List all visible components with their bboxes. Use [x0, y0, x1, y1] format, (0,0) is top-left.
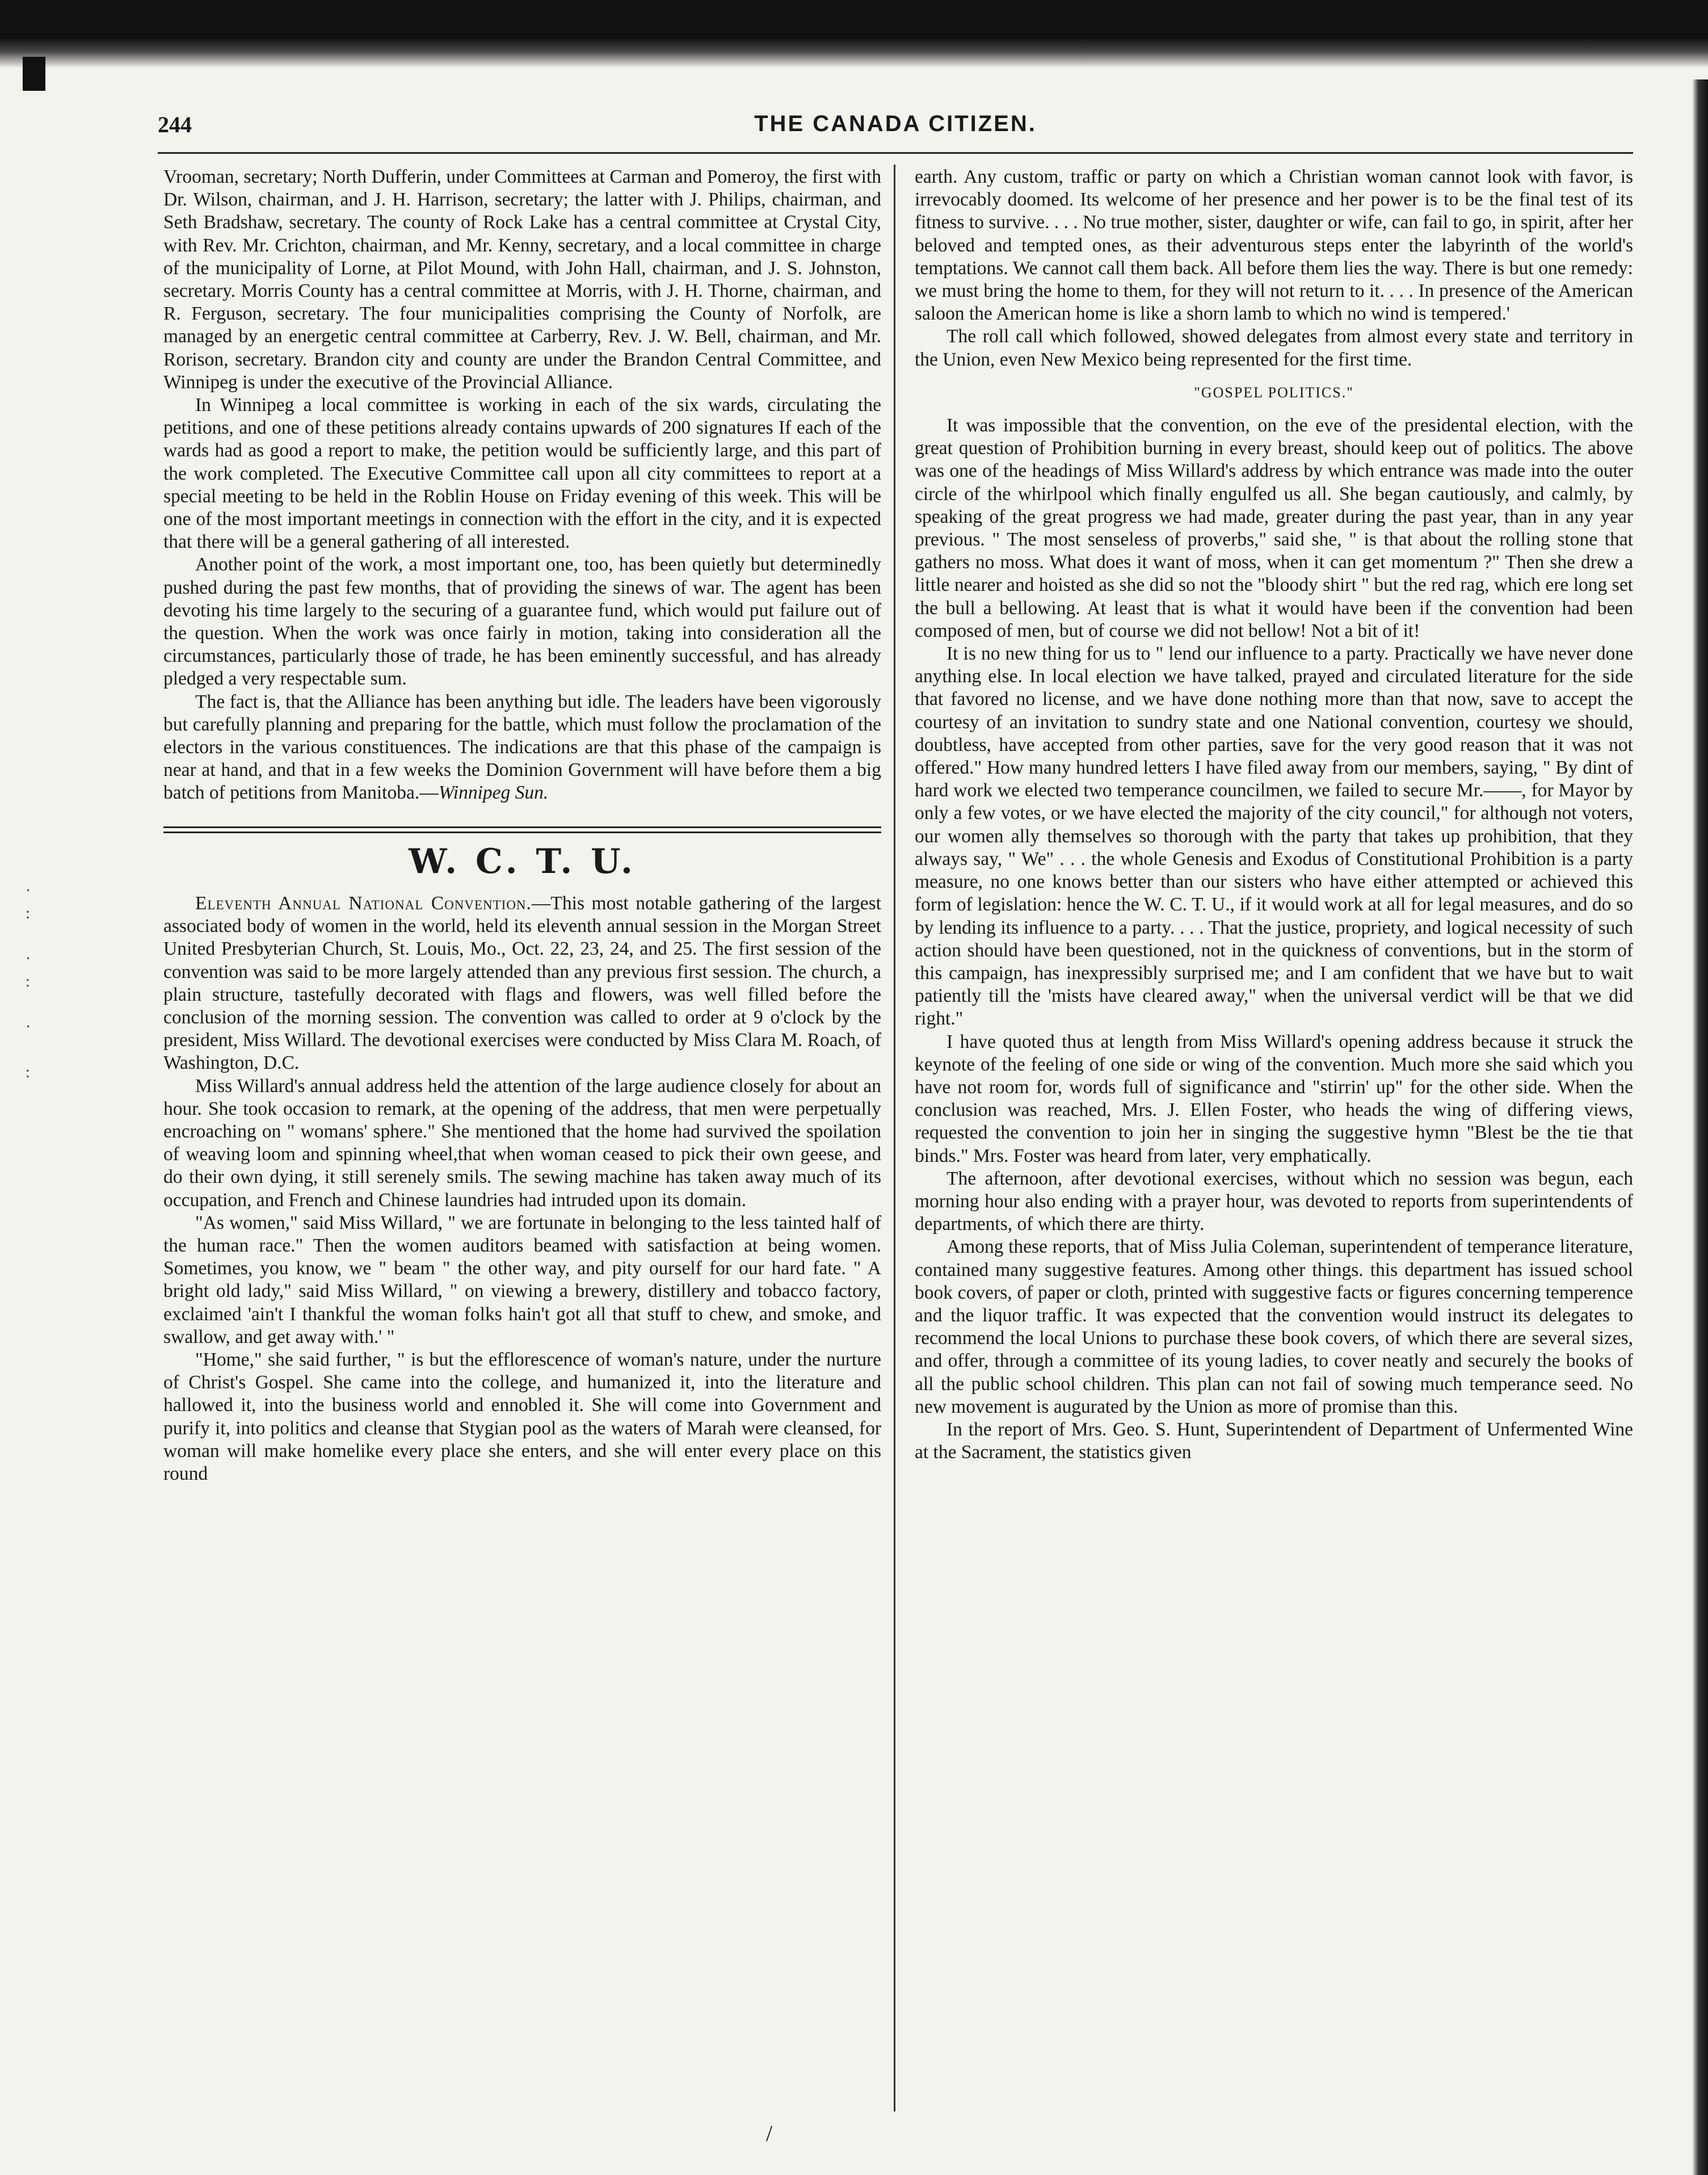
- left-column: [163, 166, 881, 1485]
- publication-title: THE CANADA CITIZEN.: [754, 111, 1037, 136]
- article-paragraph: Miss Willard's annual address held the attention of the large audience closely for about an hour. She took occasion to remark, at the opening of the address, that men were perpetually encroaching on " womans' sphere." She mentioned that the home had survived the spoilation of weaving loom and spinning wheel,that when woman ceased to pick their own geese, and do their own dying, it still serenely smils. The sewing machine has taken away much of its occupation, and French and Chinese laundries had intruded upon its domain.: [163, 1075, 881, 1211]
- scan-right-border: [1692, 79, 1708, 2175]
- article-paragraph: It is no new thing for us to " lend our influence to a party. Practically we have never done anything else. In local election we have talked, prayed and circulated literature for the side that favored no license, and we have done nothing more than that now, save to accept the courtesy of an invitation to sundry state and one National convention, courtesy we should, doubtless, have accepted from other parties, save for the very good reason that it was not offered." How many hundred letters I have filed away from our members, saying, " By dint of hard work we elected two temperance councilmen, we failed to secure Mr.——, for Mayor by only a few votes, or we have elected the majority of the city council," for although not voters, our women ally themselves so thorough with the party that takes up prohibition, that they always say, " We" . . . the whole Genesis and Exodus of Constitutional Prohibition is a party measure, no one knows better than our sisters who have either attempted or achieved this form of legislation: hence the W. C. T. U., if it would work at all for legal measures, and do so by lending its influence to a party. . . . That the justice, propriety, and logical necessity of such action should have been questioned, not in the quickness of conventions, but in the storm of this campaign, has inexpressibly surprised me; and I am confident that we have but to wait patiently till the 'mists have cleared away," when the universal verdict will be that we did right.": [915, 643, 1633, 1030]
- paragraph-text: The fact is, that the Alliance has been anything but idle. The leaders have been vigorously but carefully planning and preparing for the battle, which must follow the proclamation of the electors in the various constituences. The indications are that this phase of the campaign is near at hand, and that in a few weeks the Dominion Government will have before them a big batch of petitions from Manitoba.—: [163, 691, 881, 804]
- article-paragraph: "As women," said Miss Willard, " we are fortunate in belonging to the less tainted half of the human race." Then the women auditors beamed with satisfaction at being women. Sometimes, you know, we " beam " the other way, and pity ourself for our hard fate. " A bright old lady," said Miss Willard, " on viewing a brewery, distillery and tobacco factory, exclaimed 'ain't I thankful the woman folks hain't got all that stuff to chew, and smoke, and swallow, and get away with.' ": [163, 1212, 881, 1347]
- run-in-heading: Eleventh Annual National Convention.: [195, 892, 532, 914]
- scan-artifact: [23, 57, 45, 91]
- section-heading: W. C. T. U.: [409, 841, 636, 881]
- header-rule: [158, 152, 1633, 154]
- section-divider: [163, 826, 881, 833]
- page-header: [158, 111, 1633, 145]
- article-paragraph: Vrooman, secretary; North Dufferin, under Committees at Carman and Pomeroy, the first with Dr. Wilson, chairman, and J. H. Harrison, secretary; the latter with J. Philips, chairman, and Seth Bradshaw, secretary. The county of Rock Lake has a central committee at Crystal City, with Rev. Mr. Crichton, chairman, and Mr. Kenny, secretary, and a local committee in charge of the municipality of Lorne, at Pilot Mound, with John Hall, chairman, and J. S. Johnston, secretary. Morris County has a central committee at Morris, with J. H. Thorne, chairman, and R. Ferguson, secretary. The four municipalities comprising the County of Norfolk, are managed by an energetic central committee at Carberry, Rev. J. W. Bell, chairman, and Mr. Rorison, secretary. Brandon city and county are under the Brandon Central Committee, and Winnipeg is under the executive of the Provincial Alliance.: [163, 166, 881, 393]
- article-paragraph: [163, 892, 881, 1075]
- article-paragraph: In the report of Mrs. Geo. S. Hunt, Superintendent of Department of Unfermented Wine at the Sacrament, the statistics given: [915, 1418, 1633, 1463]
- footer-mark: /: [766, 2121, 773, 2146]
- article-paragraph: Another point of the work, a most important one, too, has been quietly but determinedly pushed during the past few months, that of providing the sinews of war. The agent has been devoting his time largely to the securing of a guarantee fund, which would put failure out of the question. When the work was once fairly in motion, taking into consideration all the circumstances, particularly those of trade, he has been eminently successful, and has already pledged a very respectable sum.: [163, 554, 881, 690]
- right-column: [915, 166, 1633, 1464]
- article-paragraph: "Home," she said further, " is but the efflorescence of woman's nature, under the nurture of Christ's Gospel. She came into the college, and humanized it, into the literature and hallowed it, into the business world and ennobled it. She will come into Government and purify it, into politics and cleanse that Stygian pool as the waters of Marah were cleansed, for woman will make homelike every place she enters, and she will enter every place on this round: [163, 1349, 881, 1484]
- article-paragraph: The roll call which followed, showed delegates from almost every state and territory in the Union, even New Mexico being represented for the first time.: [915, 326, 1633, 370]
- article-paragraph: It was impossible that the convention, on the eve of the presidental election, with the great question of Prohibition burning in every breast, should keep out of politics. The above was one of the headings of Miss Willard's address by which entrance was made into the outer circle of the whirlpool which finally engulfed us all. She began cautiously, and calmly, by speaking of the great progress we had made, greater during the past year, than in any year previous. " The most senseless of proverbs," said she, " is that about the rolling stone that gathers no moss. What does it want of moss, when it can get momentum ?" Then she drew a little nearer and hoisted as she did so not the "bloody shirt " but the red rag, which ere long set the bull a bellowing. At least that is what it would have been if the convention had been composed of men, but of course we did not bellow! Not a bit of it!: [915, 415, 1633, 641]
- article-paragraph: Among these reports, that of Miss Julia Coleman, superintendent of temperance literature, contained many suggestive features. Among other things. this department has issued school book covers, of paper or cloth, printed with suggestive facts or figures concerning temperence and the liquor traffic. It was expected that the convention would instruct its delegates to recommend the local Unions to purchase these book covers, of which there are several sizes, and offer, through a committee of its young ladies, to cover neatly and securely the books of all the public school children. This plan can not fail of sowing much temperance seed. No new movement is augurated by the Union as more of promise than this.: [915, 1236, 1633, 1417]
- margin-specks: · : · : · :: [26, 882, 31, 1081]
- page-number: 244: [158, 112, 192, 137]
- scan-top-border: [0, 0, 1708, 68]
- source-credit: Winnipeg Sun.: [438, 782, 549, 804]
- article-paragraph: I have quoted thus at length from Miss Willard's opening address because it struck the keynote of the feeling of one side or wing of the convention. Much more she said which you have not room for, words full of significance and "stirrin' up" for the other side. When the conclusion was reached, Mrs. J. Ellen Foster, who heads the wing of differing views, requested the convention to join her in singing the suggestive hymn "Blest be the tie that binds." Mrs. Foster was heard from later, very emphatically.: [915, 1031, 1633, 1166]
- column-divider: [894, 165, 895, 2111]
- paragraph-text: —This most notable gathering of the largest associated body of women in the world, held its eleventh annual session in the Morgan Street United Presbyterian Church, St. Louis, Mo., Oct. 22, 23, 24, and 25. The first session of the convention was said to be more largely attended than any previous first session. The church, a plain structure, tastefully decorated with flags and flowers, was well filled before the conclusion of the morning session. The convention was called to order at 9 o'clock by the president, Miss Willard. The devotional exercises were conducted by Miss Clara M. Roach, of Washington, D.C.: [163, 892, 881, 1074]
- article-paragraph: The afternoon, after devotional exercises, without which no session was begun, each morning hour also ending with a prayer hour, was devoted to reports from superintendents of departments, of which there are thirty.: [915, 1168, 1633, 1235]
- subheading: "GOSPEL POLITICS.": [1194, 384, 1354, 401]
- article-paragraph: earth. Any custom, traffic or party on which a Christian woman cannot look with favor, is irrevocably doomed. Its welcome of her presence and her power is to be the final test of its fitness to survive. . . . No true mother, sister, daughter or wife, can fail to go, in spirit, after her beloved and tempted ones, as their adventurous steps enter the labyrinth of the world's temptations. We cannot call them back. All before them lies the way. There is but one remedy: we must bring the home to them, for they will not return to it. . . . In presence of the American saloon the American home is like a shorn lamb to which no wind is tempered.': [915, 166, 1633, 325]
- article-paragraph: [163, 691, 881, 805]
- article-paragraph: In Winnipeg a local committee is working in each of the six wards, circulating the petitions, and one of these petitions already contains upwards of 200 signatures If each of the wards had as good a report to make, the petition would be sufficiently large, and this part of the work completed. The Executive Committee call upon all city committees to report at a special meeting to be held in the Roblin House on Friday evening of this week. This will be one of the most important meetings in connection with the effort in the city, and it is expected that there will be a general gathering of all interested.: [163, 394, 881, 553]
